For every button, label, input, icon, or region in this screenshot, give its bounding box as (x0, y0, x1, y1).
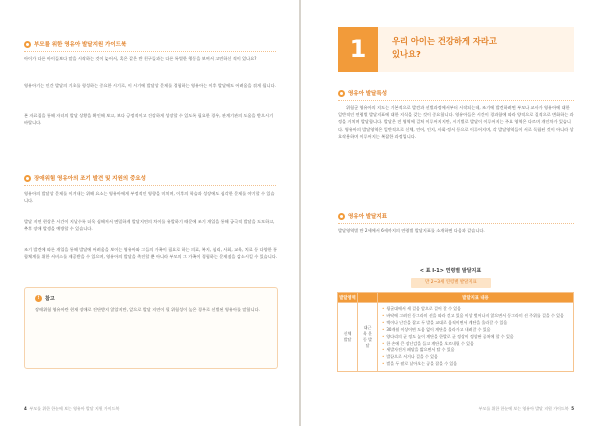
bullet-circle-icon (338, 213, 345, 220)
right-page (301, 0, 600, 426)
section-title: 부모를 위한 영유아 발달지원 가이드북 (34, 42, 127, 48)
column-header (358, 293, 378, 303)
items-cell (378, 303, 574, 372)
paragraph: 아이가 다른 아이들보다 말을 시작하는 것이 늦어서, 혹은 같은 반 친구들과는 다른 특별한 행동을 보여서 고민하신 적이 있나요? (24, 56, 257, 61)
milestone-item: • 바닥에 그려진 동그라미 선을 따라 걷고 있음 이상 벗어나지 않으면서 동그라미 선 주위를 걸을 수 있음 (382, 313, 569, 320)
milestone-item: • 뒹굴대에서 세 걸음 앞으로 걸어 갈 수 있음 (382, 306, 569, 313)
table-header-row (338, 293, 574, 303)
divider (24, 51, 276, 52)
table-subheader: 만 2~3세 연령별 발달지표 (411, 278, 491, 288)
bullet-paragraph: 조기 발견에 따른 개입을 통해 발달에 어려움을 보이는 영유아와 그들의 가족이 필요로 하는 의료, 복지, 심리, 사회, 교육, 치료 등 다양한 통합체계를 위한 서비스를 제공받을 수 있으며, 영유아의 발달을 촉진할 뿐 아니라 부모의 그 가족이 경험하는 문제점을 감소시킬 수 있습니다. (24, 247, 278, 260)
milestone-item: • 30개월 이상이면 도움 없이 계단을 올라가고 내려갈 수 있음 (382, 327, 569, 334)
page-number: 5 (571, 406, 574, 411)
milestone-item: • 세발자전거 페달을 밟으면서 탈 수 있음 (382, 347, 569, 354)
milestone-table (337, 292, 574, 372)
paragraph: 위험군 영유아의 지도는 기본적으로 발견과 선별과정에서부터 시작되는데, 조기에 발견하려면 부모나 교사가 영유아에 대한 일반적인 연령별 발달지표에 대한 지식을 갖는 것이 중요합니다. 영유아들은 시간이 경과함에 따라 양적으로 질적으로 변화하는 과정을 거치며 발달합니다. 발달은 전 영역에 걸쳐 이루어지지만, 시기별로 발달이 이루어지는 주요 영역은 다르며 개인차가 있습니다. 영유아의 발달영역은 일반적으로 신체, 언어, 인지, 사회·정서 등으로 이루어지며, 각 발달영역들이 서로 독립된 것이 아니라 상호작용하며 이루어지는 복잡한 과정입니다. (338, 105, 574, 139)
milestone-item: • 양다리의 균 정도 높이 계단을 한발로 균 정상이 정상판 공처에 할 수 있음 (382, 334, 569, 341)
bullet-paragraph: 영유아의 발달상 문제를 이겨내는 위해 요소는 영유아에게 부정적인 영향을 미치며, 이후의 학습과 성장에도 심각한 문제를 야기할 수 있습니다. (24, 191, 275, 204)
footer-text: 부모를 위한 한눈에 보는 영유아 발달 지원 가이드북 (29, 406, 120, 411)
chapter-banner (338, 27, 574, 72)
info-icon: ! (35, 295, 42, 302)
note-body: 장애위험 영유아란 현재 장애로 진단받지 않았지만, 앞으로 발달 지연이 될 위험성이 높은 경우로 선별된 영유아를 말합니다. (35, 307, 260, 312)
area-cell: 신체 발달 (338, 303, 358, 372)
section-heading (24, 174, 146, 182)
page-footer (24, 406, 119, 412)
page-number: 4 (24, 406, 27, 411)
bullet-circle-icon (24, 41, 31, 48)
section-title: 장애위험 영유아의 조기 발견 및 지원의 중요성 (34, 176, 146, 182)
page-footer (479, 406, 574, 412)
divider (338, 100, 574, 101)
section-heading (338, 89, 387, 97)
divider (24, 185, 276, 186)
section-title: 영유아 발달특성 (348, 91, 387, 97)
column-header: 발달지표 내용 (378, 293, 574, 303)
milestone-item: • 벽이나 난간을 잡고 두 발을 교대로 움직이면서 계단을 올라갈 수 있음 (382, 320, 569, 327)
note-box (24, 287, 278, 369)
paragraph: 본 자료집을 통해 자녀의 발달 상황을 확인해 보고, 보다 긍정적이고 건강하게 성장할 수 있도록 필요한 경우, 관계기관의 도움을 받으시기 바랍니다. (24, 113, 274, 126)
chapter-number: 1 (338, 27, 378, 72)
column-header: 발달영역 (338, 293, 358, 303)
table-caption: < 표 I-1> 연령별 발달지표 (419, 268, 482, 274)
section-title: 영유아 발달지표 (348, 214, 387, 220)
divider (338, 223, 574, 224)
milestone-item: • 벌을 두 팔로 날아오는 공을 잡을 수 있음 (382, 361, 569, 368)
milestone-item: • 발끝으로 서거나 걸을 수 있음 (382, 354, 569, 361)
bullet-circle-icon (338, 90, 345, 97)
chapter-title: 우리 아이는 건강하게 자라고 있나요? (392, 36, 497, 59)
section-heading (24, 40, 126, 48)
bullet-circle-icon (24, 175, 31, 182)
table-row (338, 303, 574, 372)
paragraph: 발달영역별 만 2세에서 6세까지의 연령별 발달지표를 소개하면 다음과 같습니다. (338, 228, 485, 233)
note-title: 참고 (45, 296, 55, 302)
subarea-cell: 대근육 운동 발달 (358, 303, 378, 372)
left-page (0, 0, 299, 426)
paragraph: 영유아기는 인간 발달의 기초를 형성하는 중요한 시기로, 이 시기에 발달상 문제를 경험하는 영유아는 이후 발달에도 어려움을 겪게 됩니다. (24, 83, 276, 88)
footer-text: 부모를 위한 한눈에 보는 영유아 발달 지원 가이드북 (478, 406, 569, 411)
milestone-item: • 한 손에 큰 장난감을 들고 계단을 오르내릴 수 있음 (382, 341, 569, 348)
section-heading (338, 212, 387, 220)
bullet-paragraph: 발달 지연 현상은 시간이 지날수록 더욱 심해져서 면밀하게 발달지연의 차이를 유발하기 때문에 조기 개입을 통해 궁극적 발달을 도모하고, 추후 장애 발생을 예방할 수 있습니다. (24, 219, 275, 232)
